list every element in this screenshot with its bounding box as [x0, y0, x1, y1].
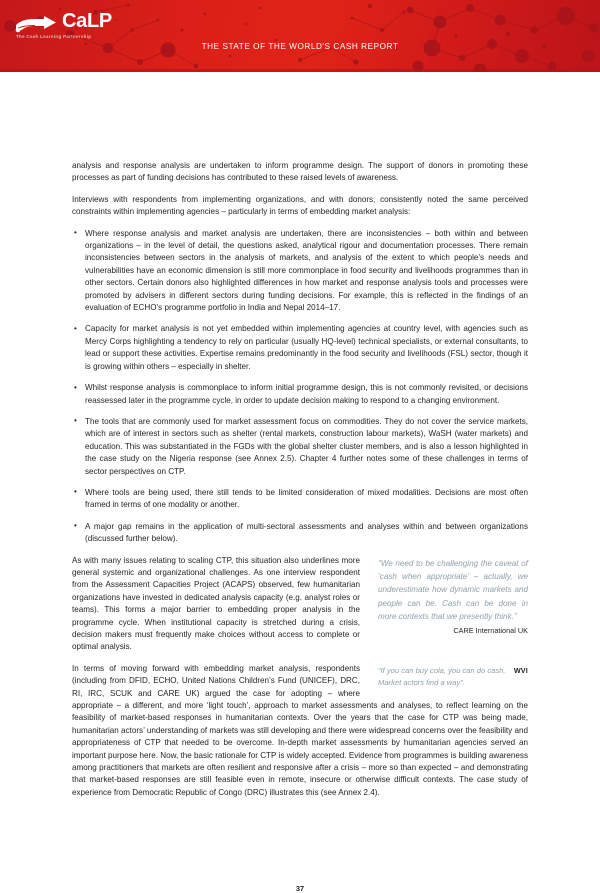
list-item: • Where tools are being used, there still tends to be limited consideration of mixed modalities. Decisions are most often framed in terms of one modality or another.: [72, 487, 528, 512]
calp-logo: [14, 12, 144, 46]
calp-hand-icon: [14, 14, 60, 36]
list-item: • Whilst response analysis is commonplace to inform initial programme design, this is not commonly revisited, or decisions reassessed later in the programme cycle, in order to update decision making to respond to a changing environment.: [72, 382, 528, 407]
pull-quote-wvi: [378, 665, 528, 689]
list-item: • The tools that are commonly used for market assessment focus on commodities. They do not cover the service markets, which are of interest in sectors such as shelter (rental markets, construction labour markets), WaSH (water markets) and education. This was substantiated in the FGDs with the global shelter cluster members, and is also a lesson highlighted in the case study on the Nigeria response (see Annex 2.5). Chapter 4 further notes some of these challenges in terms of sector perspectives on CTP.: [72, 416, 528, 478]
calp-logo-text: CaLP: [62, 10, 112, 32]
paragraph-4: In terms of moving forward with embedding market analysis, respondents (including from DFID, ECHO, United Nations Children’s Fund (UNICEF), DRC, RI, IRC, SCUK and CARE UK) argued the case for adopting – where appropriate – a different, and more ‘light touch’, approach to market assessments and analyses, to reflect learning on the feasibility of market-based responses in humanitarian contexts. Over the years that the case for CTP was being made, humanitarian actors’ understanding of markets was still developing and there were widespread concerns over the feasibility and appropriateness of CTP that needed to be overcome. In-depth market assessments by humanitarian agencies served an important purpose here. Now, the basic rationale for CTP is widely accepted. Evidence from programmes is building awareness among practitioners that markets are often resilient and responsive after a crisis – more so than expected – and demonstrating that market-based responses are still feasible even in remote, insecure or otherwise difficult contexts. The case study of experience from Democratic Republic of Congo (DRC) illustrates this (see Annex 2.4).: [72, 663, 528, 797]
constraints-bullet-list: [72, 228, 528, 546]
list-item: • A major gap remains in the application of multi-sectoral assessments and analyses within and between organizations (discussed further below).: [72, 521, 528, 546]
pull-quote-attribution: WVI: [513, 665, 528, 675]
pull-quote-attribution: CARE International UK: [453, 625, 528, 635]
calp-logo-tagline: The Cash Learning Partnership: [16, 34, 92, 39]
list-item: • Capacity for market analysis is not yet embedded within implementing agencies at country level, with agencies such as Mercy Corps highlighting a tendency to rely on particular (usually HQ-level) technical specialists, or external consultants, to lead or support these activities. Expertise remains predominantly in the food security and livelihoods (FSL) sector, though it is growing within others – especially in shelter.: [72, 323, 528, 373]
report-title: THE STATE OF THE WORLD'S CASH REPORT: [201, 42, 399, 51]
pull-quote-text: “If you can buy cola, you can do cash. Market actors find a way”.: [378, 665, 506, 688]
pull-quote-text: “We need to be challenging the caveat of ‘cash when appropriate’ – actually, we underestimate how dynamic markets and people can be. Cash can be done in more contexts that we presently think.”: [378, 558, 528, 622]
pull-quote-care: [378, 557, 528, 637]
paragraph-1: analysis and response analysis are undertaken to inform programme design. The support of donors in promoting these processes as part of funding decisions has contributed to these raised levels of awareness.: [72, 161, 528, 183]
header-bottom-rule: [0, 69, 600, 72]
content-column: [72, 160, 528, 808]
paragraph-2: Interviews with respondents from implementing organizations, and with donors, consistently noted the same perceived constraints within implementing agencies – particularly in terms of embedding market analysis:: [72, 194, 528, 217]
list-item: • Where response analysis and market analysis are undertaken, there are inconsistencies – both within and between organizations – in the level of detail, the questions asked, analytical rigour and documentation processes. There remain inconsistencies between sectors in the analysis of markets, and analysis of the extent to which people’s needs and vulnerabilities have an economic dimension is still more commonplace in food security and livelihoods programmes than in other sectors. Certain donors also highlighted differences in how market and response analysis tools and processes were promoted by advisers in different sectors during funding decisions. For example, this is reflected in the findings of an evaluation of ECHO’s programme portfolio in India and Nepal 2014–17.: [72, 228, 528, 315]
page-number: 37: [295, 884, 305, 893]
paragraph-3: As with many issues relating to scaling CTP, this situation also underlines more general systemic and organizational challenges. As one interview respondent from the Assessment Capacities Project (ACAPS) observed, few humanitarian organizations have invested in dedicated analysis capacity (e.g. analyst roles or teams). This forms a major barrier to embedding proper analysis in the programme cycle. When institutional capacity is stretched during a crisis, decision makers must frequently make choices without access to complete or optimal analysis.: [72, 555, 360, 652]
page-header-banner: [0, 0, 600, 72]
